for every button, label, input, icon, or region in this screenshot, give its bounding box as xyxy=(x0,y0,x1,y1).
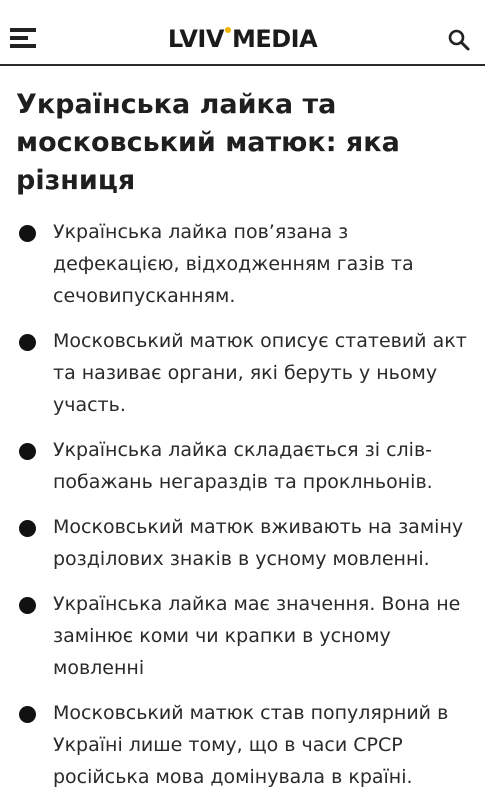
list-item-text: Московський матюк вживають на заміну розділових знаків в усному мовленні. xyxy=(53,516,464,570)
top-navigation-bar xyxy=(0,0,485,66)
bullet-icon xyxy=(19,443,36,460)
bullet-icon xyxy=(19,334,36,351)
list-item xyxy=(0,216,485,312)
list-item xyxy=(0,697,485,793)
list-item-text: Московський матюк описує статевий акт та називає органи, які беруть у ньому участь. xyxy=(53,330,467,416)
comparison-list xyxy=(0,216,485,806)
search-icon[interactable] xyxy=(447,28,471,52)
logo-text-right: MEDIA xyxy=(231,25,318,53)
article-title: Українська лайка та московський матюк: яка різниця xyxy=(16,89,400,196)
list-item xyxy=(0,511,485,575)
list-item-text: Московський матюк став популярний в Україні лише тому, що в часи СРСР російська мова домінувала в країні. xyxy=(53,702,449,788)
bullet-icon xyxy=(19,225,36,242)
list-item xyxy=(0,588,485,684)
bullet-icon xyxy=(19,520,36,537)
bullet-icon xyxy=(19,706,36,723)
bullet-icon xyxy=(19,597,36,614)
logo-dot-icon xyxy=(225,27,231,33)
list-item-text: Українська лайка має значення. Вона не замінює коми чи крапки в усному мовленні xyxy=(53,593,461,679)
list-item xyxy=(0,434,485,498)
search-icon-graphic xyxy=(447,28,471,52)
list-item-text: Українська лайка складається зі слів-побажань негараздів та проклньонів. xyxy=(53,439,433,493)
list-item xyxy=(0,325,485,421)
site-logo[interactable] xyxy=(0,24,485,54)
list-item-text: Українська лайка пов’язана з дефекацією, відходженням газів та сечовипусканням. xyxy=(53,221,414,307)
logo-text-left: LVIV xyxy=(167,25,224,53)
